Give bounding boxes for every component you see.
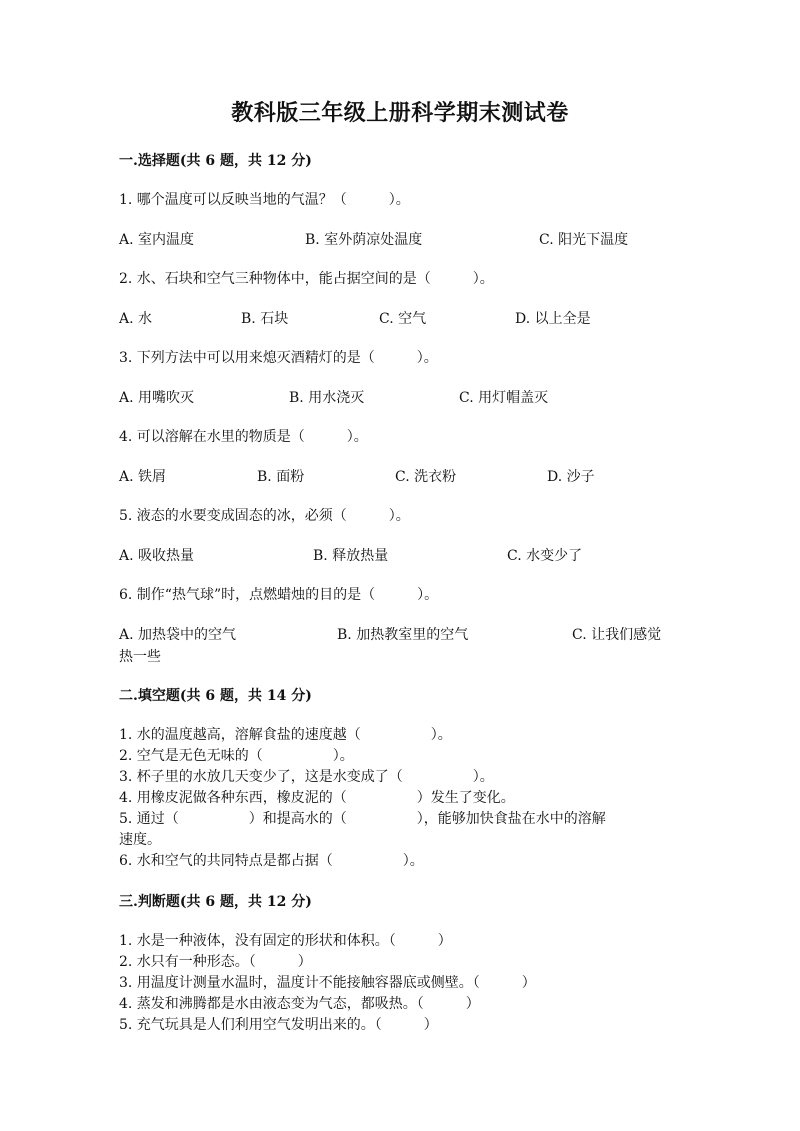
judge-line: 2. 水只有一种形态。（ ） [119,954,312,970]
option: B. 加热教室里的空气 [337,627,469,643]
option: B. 室外荫凉处温度 [305,232,423,248]
fill-line: 3. 杯子里的水放几天变少了，这是水变成了（ ）。 [119,769,494,785]
option: C. 洗衣粉 [395,469,457,485]
question-stem: 6. 制作“热气球”时，点燃蜡烛的目的是（ ）。 [119,587,439,603]
exam-title: 教科版三年级上册科学期末测试卷 [231,100,569,126]
option: B. 用水浇灭 [289,390,365,406]
judge-line: 4. 蒸发和沸腾都是水由液态变为气态，都吸热。（ ） [119,996,480,1012]
option: A. 水 [119,311,153,327]
option: B. 释放热量 [313,548,389,564]
option: A. 室内温度 [119,232,195,248]
question-stem: 1. 哪个温度可以反映当地的气温？（ ）。 [119,192,410,208]
option: A. 铁屑 [119,469,167,485]
fill-line: 6. 水和空气的共同特点是都占据（ ）。 [119,853,424,869]
option: B. 面粉 [257,469,305,485]
option-wrap: 热一些 [119,649,161,665]
option: B. 石块 [241,311,289,327]
question-stem: 5. 液态的水要变成固态的冰，必须（ ）。 [119,508,410,524]
question-stem: 3. 下列方法中可以用来熄灭酒精灯的是（ ）。 [119,350,438,366]
option: A. 用嘴吹灭 [119,390,195,406]
fill-line: 2. 空气是无色无味的（ ）。 [119,748,354,764]
question-stem: 4. 可以溶解在水里的物质是（ ）。 [119,429,368,445]
question-stem: 2. 水、石块和空气三种物体中，能占据空间的是（ ）。 [119,271,494,287]
fill-line: 1. 水的温度越高，溶解食盐的速度越（ ）。 [119,727,452,743]
section-heading-choice: 一.选择题(共 6 题，共 12 分) [119,153,312,169]
option: C. 水变少了 [507,548,583,564]
judge-line: 1. 水是一种液体，没有固定的形状和体积。（ ） [119,933,452,949]
option: D. 沙子 [547,469,595,485]
judge-line: 5. 充气玩具是人们利用空气发明出来的。（ ） [119,1017,438,1033]
option: A. 加热袋中的空气 [119,627,237,643]
option: D. 以上全是 [515,311,591,327]
section-heading-judge: 三.判断题(共 6 题，共 12 分) [119,894,312,910]
option: C. 空气 [379,311,427,327]
fill-line: 4. 用橡皮泥做各种东西，橡皮泥的（ ）发生了变化。 [119,790,515,806]
judge-line: 3. 用温度计测量水温时，温度计不能接触容器底或侧壁。（ ） [119,975,536,991]
option: C. 让我们感觉 [572,627,662,643]
section-heading-fill: 二.填空题(共 6 题，共 14 分) [119,688,312,704]
option: C. 阳光下温度 [539,232,629,248]
option: A. 吸收热量 [119,548,195,564]
fill-line: 5. 通过（ ）和提高水的（ ），能够加快食盐在水中的溶解 [119,811,606,827]
option: C. 用灯帽盖灭 [459,390,549,406]
fill-line: 速度。 [119,832,161,848]
